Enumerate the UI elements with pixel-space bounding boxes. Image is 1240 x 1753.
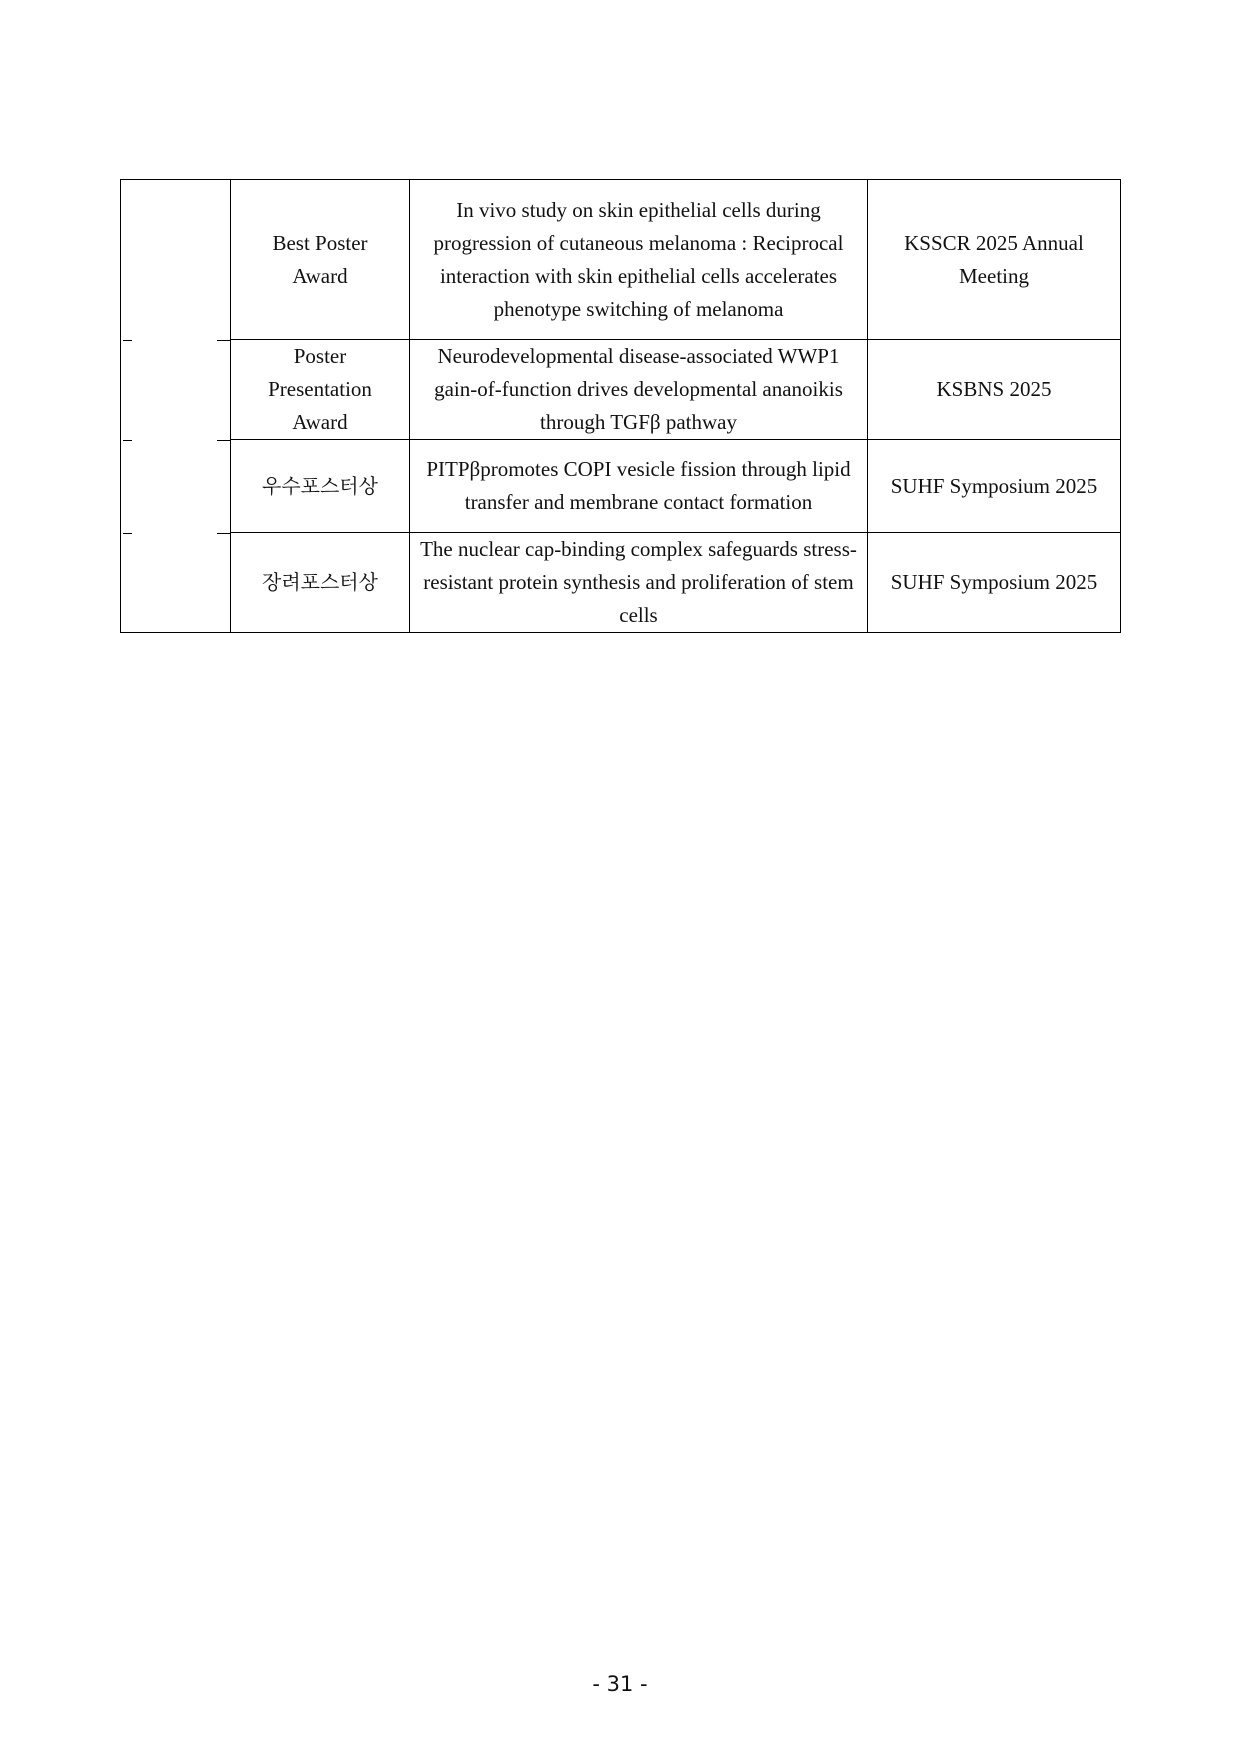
award-name-cell (231, 340, 410, 440)
venue-name: KSBNS 2025 (936, 377, 1052, 401)
page-number: - 31 - (592, 1672, 648, 1696)
blank-cell (121, 440, 231, 533)
blank-cell (121, 340, 231, 440)
presentation-title-cell (410, 180, 868, 340)
award-name-cell (231, 180, 410, 340)
award-name: Poster Presentation Award (268, 344, 372, 434)
venue-cell (868, 180, 1121, 340)
presentation-title: PITPβpromotes COPI vesicle fission through lipid transfer and membrane contact formation (426, 457, 851, 514)
table-row (121, 180, 1121, 340)
presentation-title: The nuclear cap-binding complex safeguards stress-resistant protein synthesis and proliferation of stem cells (420, 537, 857, 627)
venue-name: SUHF Symposium 2025 (890, 570, 1098, 594)
presentation-title-cell (410, 340, 868, 440)
award-name-cell (231, 440, 410, 533)
blank-cell (121, 533, 231, 633)
presentation-title-cell (410, 440, 868, 533)
award-name: Best Poster Award (272, 230, 368, 288)
award-name-cell (231, 533, 410, 633)
venue-name: KSSCR 2025 Annual Meeting (904, 230, 1084, 288)
presentation-title: In vivo study on skin epithelial cells during progression of cutaneous melanoma : Reciprocal interaction with skin epithelial cells accelerates phenotype switching of melanoma (433, 197, 844, 321)
blank-cell (121, 180, 231, 340)
presentation-title-cell (410, 533, 868, 633)
table-row (121, 533, 1121, 633)
venue-cell (868, 440, 1121, 533)
venue-cell (868, 340, 1121, 440)
table-row (121, 440, 1121, 533)
table-row (121, 340, 1121, 440)
award-name: 장려포스터상 (262, 570, 378, 594)
award-name: 우수포스터상 (262, 473, 378, 498)
awards-table (120, 179, 1121, 633)
venue-cell (868, 533, 1121, 633)
presentation-title: Neurodevelopmental disease-associated WWP1 gain-of-function drives developmental ananoikis through TGFβ pathway (434, 344, 843, 434)
venue-name: SUHF Symposium 2025 (890, 473, 1098, 498)
